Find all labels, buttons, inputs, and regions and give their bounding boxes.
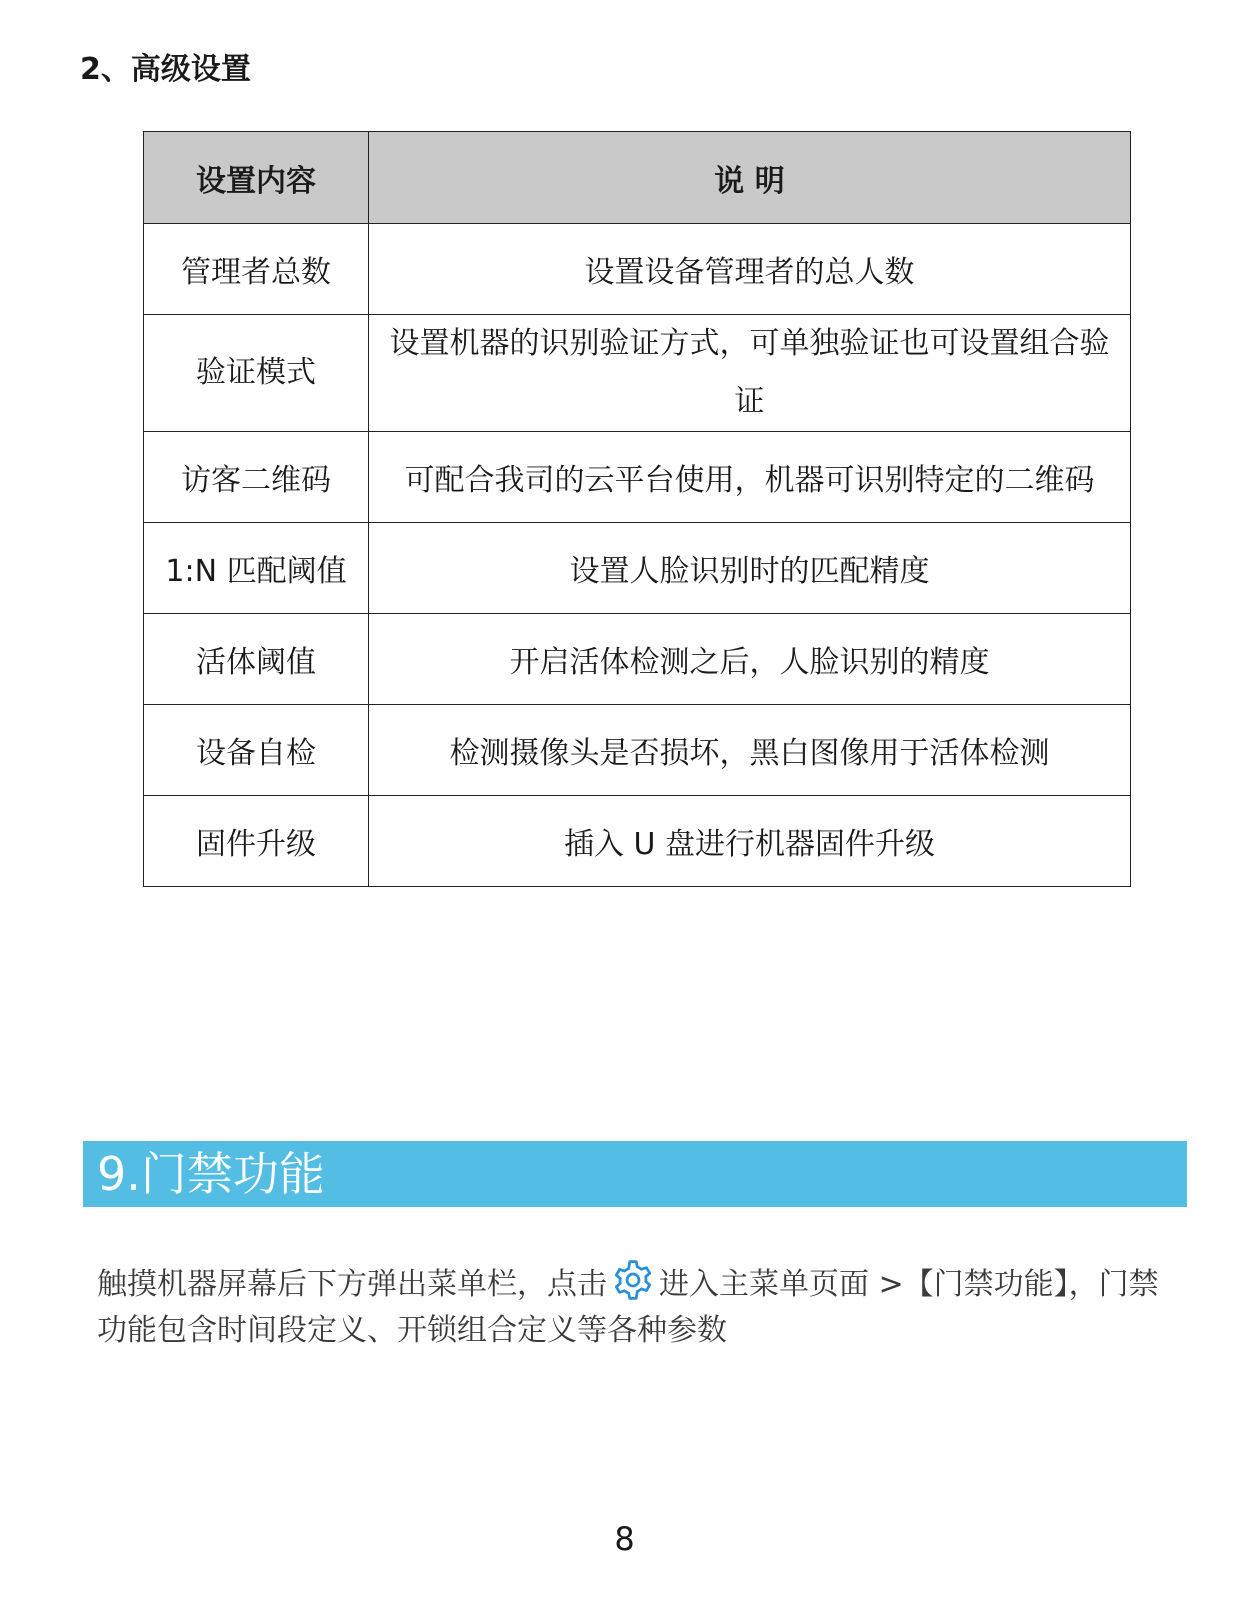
setting-description: 检测摄像头是否损坏，黑白图像用于活体检测 xyxy=(369,705,1131,796)
setting-name: 1:N 匹配阈值 xyxy=(144,523,369,614)
setting-name: 设备自检 xyxy=(144,705,369,796)
setting-description: 设置机器的识别验证方式，可单独验证也可设置组合验证 xyxy=(369,315,1131,432)
setting-description: 设置人脸识别时的匹配精度 xyxy=(369,523,1131,614)
table-row xyxy=(144,224,1131,315)
setting-name: 管理者总数 xyxy=(144,224,369,315)
advanced-settings-table xyxy=(143,131,1131,887)
table-row xyxy=(144,705,1131,796)
table-row xyxy=(144,523,1131,614)
setting-description: 开启活体检测之后，人脸识别的精度 xyxy=(369,614,1131,705)
column-header-description: 说 明 xyxy=(369,132,1131,224)
chapter-paragraph xyxy=(97,1258,1167,1354)
table-header-row xyxy=(144,132,1131,224)
setting-name: 活体阈值 xyxy=(144,614,369,705)
table-row xyxy=(144,315,1131,432)
chapter-banner xyxy=(83,1141,1187,1207)
section-heading: 2、高级设置 xyxy=(80,52,251,87)
setting-description: 设置设备管理者的总人数 xyxy=(369,224,1131,315)
gear-icon xyxy=(611,1258,655,1302)
setting-name: 验证模式 xyxy=(144,315,369,432)
table-row xyxy=(144,614,1131,705)
setting-name: 固件升级 xyxy=(144,796,369,887)
page-number: 8 xyxy=(614,1520,635,1558)
table-row xyxy=(144,796,1131,887)
setting-description: 可配合我司的云平台使用，机器可识别特定的二维码 xyxy=(369,432,1131,523)
paragraph-text-after-icon: 进入主菜单页面 >【门禁功能】，门禁功能包含时间段定义、开锁组合定义等各种参数 xyxy=(97,1267,1159,1348)
setting-name: 访客二维码 xyxy=(144,432,369,523)
chapter-title: 9.门禁功能 xyxy=(97,1147,325,1201)
setting-description: 插入 U 盘进行机器固件升级 xyxy=(369,796,1131,887)
table-row xyxy=(144,432,1131,523)
column-header-setting: 设置内容 xyxy=(144,132,369,224)
paragraph-text-before-icon: 触摸机器屏幕后下方弹出菜单栏，点击 xyxy=(97,1267,607,1302)
